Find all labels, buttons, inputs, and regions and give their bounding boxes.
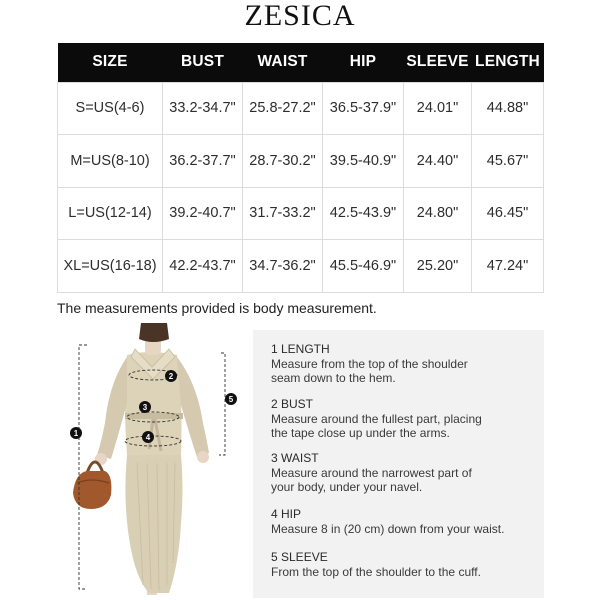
table-header-row bbox=[58, 43, 544, 82]
measurement-guide-panel bbox=[253, 330, 544, 598]
marker-5-label: 5 bbox=[228, 395, 234, 404]
marker-4-label: 4 bbox=[145, 433, 151, 442]
guide-hip bbox=[271, 507, 504, 536]
cell-waist: 34.7-36.2" bbox=[243, 240, 323, 293]
header-length: LENGTH bbox=[472, 43, 544, 82]
header-waist: WAIST bbox=[243, 43, 323, 82]
cell-sleeve: 25.20" bbox=[404, 240, 472, 293]
guide-waist bbox=[271, 451, 472, 495]
table-row bbox=[58, 187, 544, 240]
marker-3-label: 3 bbox=[142, 403, 148, 412]
header-size: SIZE bbox=[58, 43, 163, 82]
guide-length bbox=[271, 342, 468, 386]
marker-1-label: 1 bbox=[73, 429, 79, 438]
table-row bbox=[58, 82, 544, 135]
cell-length: 47.24" bbox=[472, 240, 544, 293]
cell-size: L=US(12-14) bbox=[58, 187, 163, 240]
guide-desc: Measure around the fullest part, placing bbox=[271, 411, 482, 426]
cell-length: 44.88" bbox=[472, 82, 544, 135]
header-sleeve: SLEEVE bbox=[404, 43, 472, 82]
guide-title: 2 BUST bbox=[271, 397, 314, 411]
model-figure bbox=[57, 323, 257, 600]
guide-desc: Measure around the narrowest part of bbox=[271, 465, 472, 480]
cell-bust: 42.2-43.7" bbox=[163, 240, 243, 293]
cell-size: XL=US(16-18) bbox=[58, 240, 163, 293]
cell-waist: 25.8-27.2" bbox=[243, 82, 323, 135]
cell-hip: 45.5-46.9" bbox=[323, 240, 404, 293]
guide-desc: From the top of the shoulder to the cuff. bbox=[271, 564, 481, 579]
header-bust: BUST bbox=[163, 43, 243, 82]
size-chart-table bbox=[57, 43, 544, 293]
cell-waist: 28.7-30.2" bbox=[243, 135, 323, 188]
guide-desc: the tape close up under the arms. bbox=[271, 426, 450, 440]
marker-2-label: 2 bbox=[168, 372, 174, 381]
cell-size: S=US(4-6) bbox=[58, 82, 163, 135]
guide-title: 3 WAIST bbox=[271, 451, 319, 465]
cell-waist: 31.7-33.2" bbox=[243, 187, 323, 240]
guide-title: 4 HIP bbox=[271, 507, 302, 521]
measurement-note: The measurements provided is body measurement. bbox=[57, 300, 377, 316]
guide-sleeve bbox=[271, 550, 481, 579]
cell-hip: 42.5-43.9" bbox=[323, 187, 404, 240]
guide-desc: seam down to the hem. bbox=[271, 371, 396, 385]
table-row bbox=[58, 240, 544, 293]
guide-title: 5 SLEEVE bbox=[271, 550, 328, 564]
cell-length: 46.45" bbox=[472, 187, 544, 240]
guide-desc: Measure 8 in (20 cm) down from your waist. bbox=[271, 521, 505, 536]
cell-sleeve: 24.01" bbox=[404, 82, 472, 135]
cell-bust: 39.2-40.7" bbox=[163, 187, 243, 240]
brand-logo: ZESICA bbox=[244, 0, 356, 32]
cell-sleeve: 24.80" bbox=[404, 187, 472, 240]
cell-hip: 39.5-40.9" bbox=[323, 135, 404, 188]
header-hip: HIP bbox=[323, 43, 404, 82]
cell-bust: 36.2-37.7" bbox=[163, 135, 243, 188]
cell-sleeve: 24.40" bbox=[404, 135, 472, 188]
cell-bust: 33.2-34.7" bbox=[163, 82, 243, 135]
guide-title: 1 LENGTH bbox=[271, 342, 330, 356]
cell-size: M=US(8-10) bbox=[58, 135, 163, 188]
guide-desc: Measure from the top of the shoulder bbox=[271, 356, 468, 371]
guide-bust bbox=[271, 397, 482, 441]
cell-length: 45.67" bbox=[472, 135, 544, 188]
table-row bbox=[58, 135, 544, 188]
guide-desc: your body, under your navel. bbox=[271, 480, 423, 494]
cell-hip: 36.5-37.9" bbox=[323, 82, 404, 135]
